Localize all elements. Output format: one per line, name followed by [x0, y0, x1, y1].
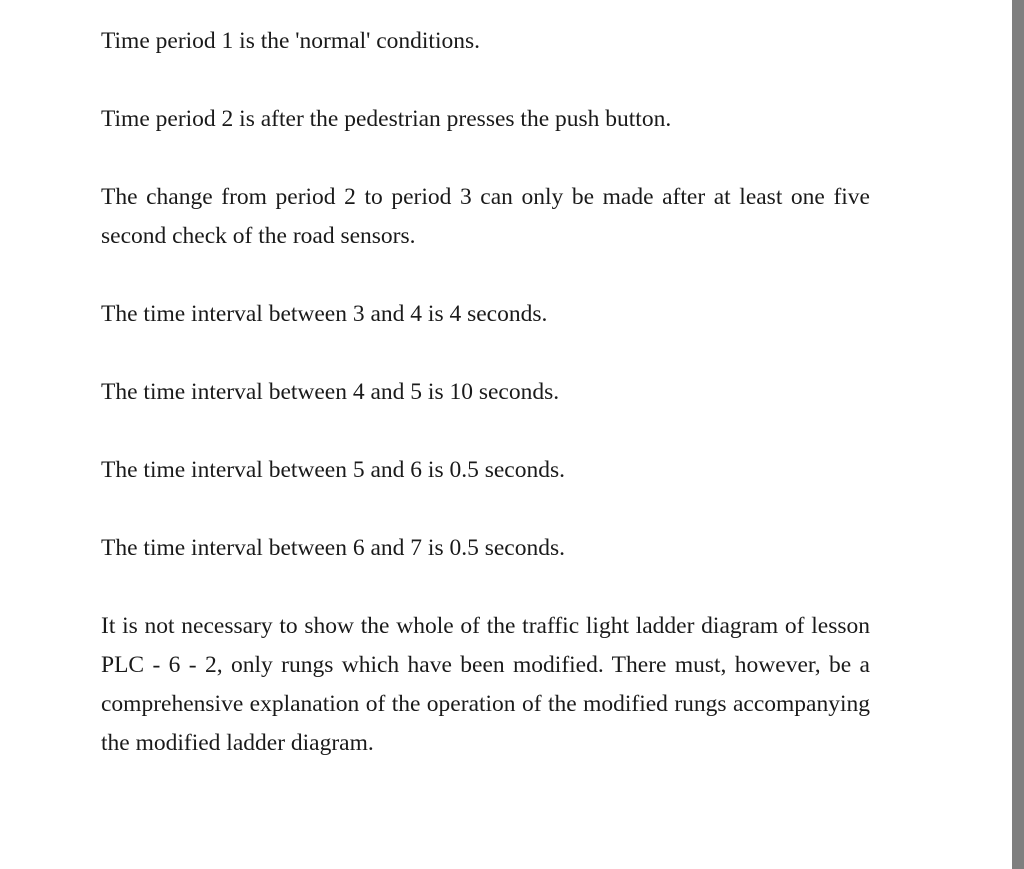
paragraph-period-2: Time period 2 is after the pedestrian presses the push button.	[101, 106, 672, 132]
paragraph-interval-4-5: The time interval between 4 and 5 is 10 seconds.	[101, 379, 560, 405]
paragraph-interval-3-4: The time interval between 3 and 4 is 4 seconds.	[101, 301, 548, 327]
paragraph-interval-5-6: The time interval between 5 and 6 is 0.5 seconds.	[101, 457, 565, 483]
paragraph-period-change: The change from period 2 to period 3 can only be made after at least one five second check of the road sensors.	[101, 184, 870, 249]
vertical-scrollbar[interactable]	[1012, 0, 1024, 869]
paragraph-interval-6-7: The time interval between 6 and 7 is 0.5 seconds.	[101, 535, 565, 561]
paragraph-period-1: Time period 1 is the 'normal' conditions.	[101, 28, 481, 54]
document-body	[101, 22, 870, 763]
paragraph-instructions: It is not necessary to show the whole of the traffic light ladder diagram of lesson PLC - 6 - 2, only rungs which have been modified. There must, however, be a comprehensive explanation of the operation of the modified rungs accompanying the modified ladder diagram.	[101, 613, 870, 756]
